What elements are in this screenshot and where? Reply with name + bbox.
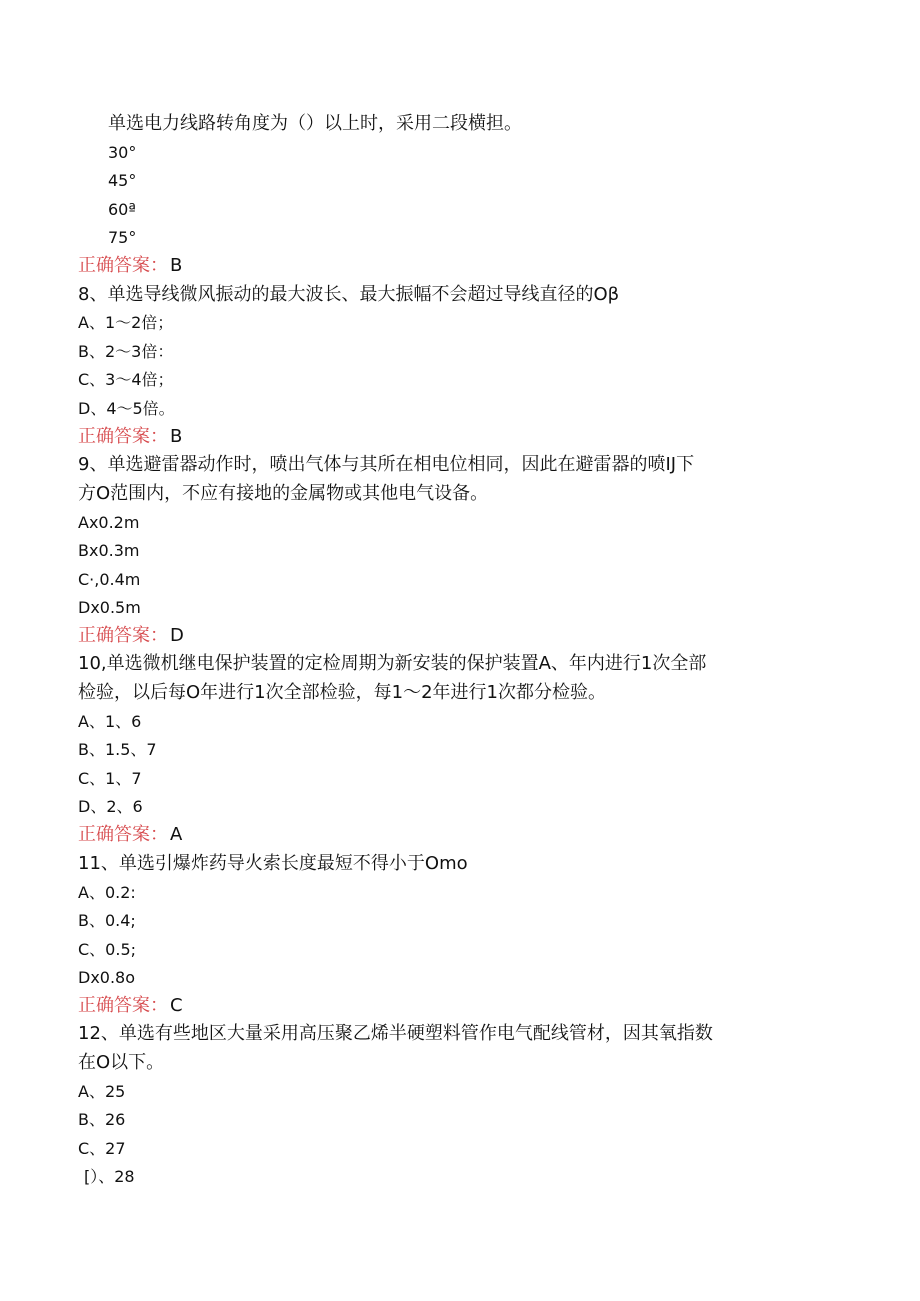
question-12-stem-line-2: 在O以下。 [78, 1052, 165, 1073]
question-12-option-a: A、25 [78, 1082, 126, 1101]
answer-label: 正确答案： [78, 995, 168, 1016]
question-10-answer [78, 822, 182, 848]
answer-value: D [170, 625, 184, 646]
question-7-option-b: 45° [108, 171, 137, 190]
answer-label: 正确答案： [78, 824, 168, 845]
question-8-option-d: D、4〜5倍。 [78, 399, 175, 418]
question-9-option-a: Ax0.2m [78, 513, 140, 532]
question-7-option-a: 30° [108, 143, 137, 162]
question-10-option-c: C、1、7 [78, 769, 142, 788]
question-8-option-c: C、3〜4倍； [78, 370, 174, 389]
question-8-option-b: B、2〜3倍： [78, 342, 174, 361]
question-10-option-a: A、1、6 [78, 712, 142, 731]
question-9-stem-line-1: 9、单选避雷器动作时，喷出气体与其所在相电位相同，因此在避雷器的喷IJ下 [78, 454, 695, 475]
question-8-option-a: A、1〜2倍； [78, 313, 174, 332]
question-11-option-c: C、0.5; [78, 940, 137, 959]
question-8-stem: 8、单选导线微风振动的最大波长、最大振幅不会超过导线直径的Oβ [78, 284, 620, 305]
question-11-answer [78, 993, 183, 1019]
question-12-option-d: [）、28 [84, 1167, 135, 1186]
question-9-option-d: Dx0.5m [78, 598, 141, 617]
question-9-stem-line-2: 方O范围内，不应有接地的金属物或其他电气设备。 [78, 483, 489, 504]
question-9-option-c: C·,0.4m [78, 570, 141, 589]
question-12-option-c: C、27 [78, 1139, 126, 1158]
question-10-option-d: D、2、6 [78, 797, 143, 816]
question-12-option-b: B、26 [78, 1110, 126, 1129]
question-11-option-b: B、0.4; [78, 911, 136, 930]
question-10-stem-line-2: 检验，以后每O年进行1次全部检验，每1〜2年进行1次都分检验。 [78, 682, 606, 703]
answer-label: 正确答案： [78, 625, 168, 646]
question-10-option-b: B、1.5、7 [78, 740, 157, 759]
question-11-option-a: A、0.2: [78, 883, 136, 902]
answer-value: C [170, 995, 183, 1016]
question-7-answer [78, 253, 182, 279]
answer-label: 正确答案： [78, 255, 168, 276]
question-11-stem: 11、单选引爆炸药导火索长度最短不得小于Omo [78, 853, 468, 874]
question-7-option-d: 75° [108, 228, 137, 247]
answer-value: B [170, 255, 183, 276]
question-11-option-d: Dx0.8o [78, 968, 136, 987]
question-9-answer [78, 623, 184, 649]
answer-value: A [170, 824, 183, 845]
question-7-stem: 单选电力线路转角度为（）以上时，采用二段横担。 [108, 113, 522, 134]
question-8-answer [78, 424, 182, 450]
question-12-stem-line-1: 12、单选有些地区大量采用高压聚乙烯半硬塑料管作电气配线管材，因其氧指数 [78, 1023, 713, 1044]
answer-label: 正确答案： [78, 426, 168, 447]
question-7-option-c: 60ª [108, 200, 136, 219]
answer-value: B [170, 426, 183, 447]
question-10-stem-line-1: 10,单选微机继电保护装置的定检周期为新安装的保护装置A、年内进行1次全部 [78, 653, 707, 674]
question-9-option-b: Bx0.3m [78, 541, 140, 560]
